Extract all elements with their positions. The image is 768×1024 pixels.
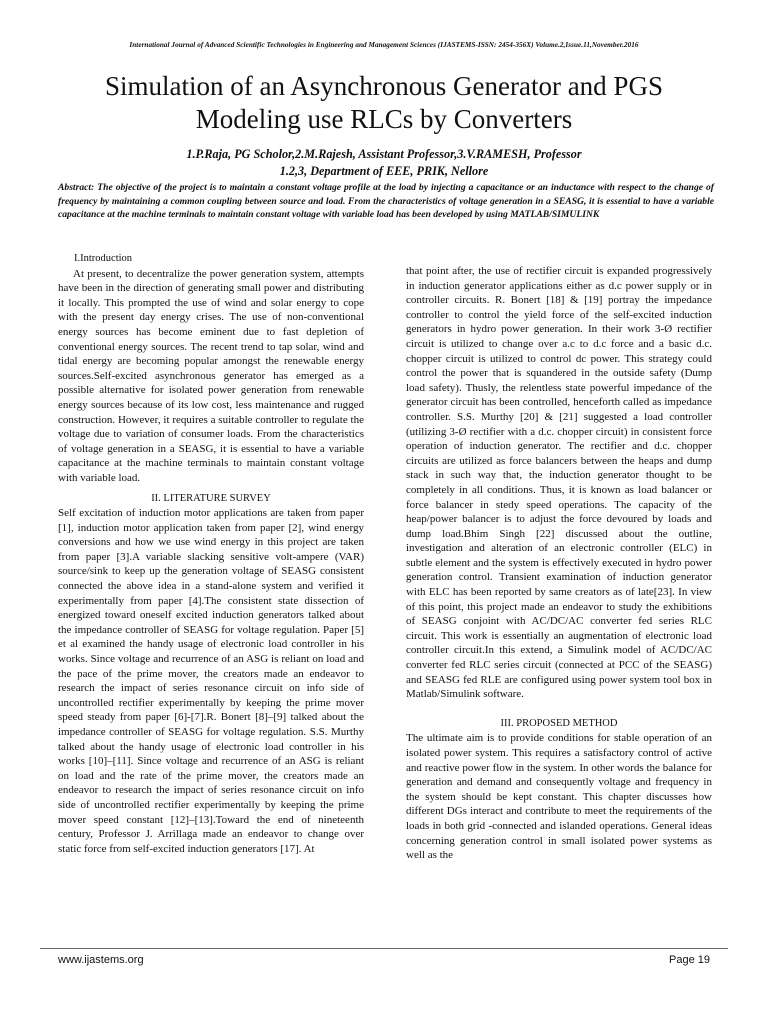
proposed-method-paragraph: The ultimate aim is to provide conditions for stable operation of an isolated power system. This requires a satisfactory control of active and reactive power flow in the system. In other words the balance for generation and demand and consequently voltage and frequency in the system should be kept constant. This chapter discusses how different DGs interact and contribute to meet the requirements of the loads in both grid -connected and islanded operations. General ideas concerning generation control in small isolated power systems as well as the xyxy=(406,732,712,862)
footer-website: www.ijastems.org xyxy=(58,954,144,966)
title-line-1: Simulation of an Asynchronous Generator and PGS xyxy=(105,71,663,101)
paper-title xyxy=(30,70,738,136)
author-affiliation: 1.2,3, Department of EEE, PRIK, Nellore xyxy=(279,164,489,178)
left-column xyxy=(58,252,364,856)
page-number: Page 19 xyxy=(669,954,710,966)
right-column xyxy=(406,264,712,863)
title-line-2: Modeling use RLCs by Converters xyxy=(195,104,573,134)
introduction-heading: I.Introduction xyxy=(74,253,133,264)
author-names: 1.P.Raja, PG Scholor,2.M.Rajesh, Assistant Professor,3.V.RAMESH, Professor xyxy=(186,147,582,161)
introduction-paragraph: At present, to decentralize the power generation system, attempts have been in the direction of generating small power and distributing it locally. This prompted the use of wind and solar energy to cope with the present day energy crises. The use of non-conventional energy sources has become eminent due to fast depletion of conventional energy sources. The recent trend to tap solar, wind and tidal energy are becoming popular amongst the renewable energy sources.Self-excited asynchronous generator has emerged as a possible alternative for isolated power generation from renewable energy sources because of its low cost, less maintenance and rugged construction. However, it requires a suitable controller to regulate the voltage due to variation of consumer loads. From the characteristics of voltage generation in a SEASG, it is essential to have a variable capacitance at the machine terminals to maintain constant voltage with variable load. xyxy=(58,267,364,484)
literature-continued-paragraph: that point after, the use of rectifier circuit is expanded progressively in induction generator applications either as d.c power supply or in controller circuits. R. Bonert [18] & [19] portray the impedance controller to control the yield force of the self-excited induction generators in hydro power generation. In their work 3-Ø rectifier circuit is utilized to change over a.c to d.c force and a basic d.c. chopper circuit is utilized to control dc power. This strategy could control the power that is squandered in the outside safety (Dump load safety). Thusly, the relentless state powerful impedance of the generator circuit has been controlled, henceforth called as impedance controller. S.S. Murthy [20] & [21] suggested a load controller (utilizing 3-Ø rectifier with a d.c. chopper circuit) in consistent force operation of induction generator. The rectifier and d.c. chopper circuits are utilized as force balancers between the heaps and dump stack in such way that, the induction generator thought to be completely in all conditions. Thus, it is known as load balancer or force balancer in stedy speed operations. The capacity of the heap/power balancer is to adjust the force devoured by loads and dump load.Bhim Singh [22] discussed about the outline, investigation and alteration of an electronic controller (ELC) in subtle element and the system is effectively executed in hydro power generation control. Transient examination of induction generator with ELC has been reported by same creators as of late[23]. In view of this point, this project made an endeavor to study the exhibitions of SEASG conjoint with AC/DC/AC converter fed series RLC circuit. This work is essentially an augmentation of electronic load controller circuit.In this extend, a Simulink model of AC/DC/AC converter fed RLC series circuit (connected at PCC of the SEASG) and SEASG fed RLE are configured using power system tool box in Matlab/Simulink software. xyxy=(406,265,712,701)
abstract: Abstract: The objective of the project is to maintain a constant voltage profile at the load by injecting a capacitance or an inductance with respect to the change of frequency by maintaining a common coupling between source and load. From the characteristics of voltage generation in a SEASG, it is essential to have a variable capacitance at the machine terminals to maintain constant voltage with variable load has been developed by using MATLAB/SIMULINK xyxy=(58,182,714,220)
footer-divider xyxy=(40,948,728,949)
proposed-method-heading: III. PROPOSED METHOD xyxy=(500,717,618,729)
journal-header: International Journal of Advanced Scientific Technologies in Engineering and Management Sciences (IJASTEMS-ISSN: 2454-356X) Volume.2,Issue.11,November.2016 xyxy=(129,41,639,49)
literature-survey-heading: II. LITERATURE SURVEY xyxy=(151,492,271,504)
literature-survey-paragraph: Self excitation of induction motor applications are taken from paper [1], induction motor application taken from paper [2], wind energy conversions and how we use wind energy in this project are taken from paper [3].A variable slacking sensitive volt-ampere (VAR) source/sink to keep up the generation voltage of SEASG consistent connected the above idea in a stand-alone system and verified it experimentally from paper [4].The consistent state dissection of energized toward oneself excited induction generators talked about the impedance controller of SEASG for voltage regulation. Paper [5] et al examined the handy usage of electronic load controller in his works. Since voltage and recurrence of an ASG is reliant on load and the pace of the prime mover, the creators made an endeavor to research the impact of series resonance circuit on info side of uncontrolled rectifier experimentally by keeping the prime mover speed steady from paper [6]-[7].R. Bonert [8]–[9] talked about the impedance controller of SEASG for voltage regulation. S.S. Murthy talked about the handy usage of electronic load controller in his works [10]–[11]. Since voltage and recurrence of an ASG is reliant on load and the rate of the prime mover, the creators made an endeavor to research the impact of series resonance circuit on info side of uncontrolled rectifier experimentally by keeping the prime mover speed constant [12]–[13].Toward the end of nineteenth century, Professor J. Arrillaga made an endeavor to change over static force from self-excited induction generators [17]. At xyxy=(58,507,364,855)
authors xyxy=(30,146,738,180)
